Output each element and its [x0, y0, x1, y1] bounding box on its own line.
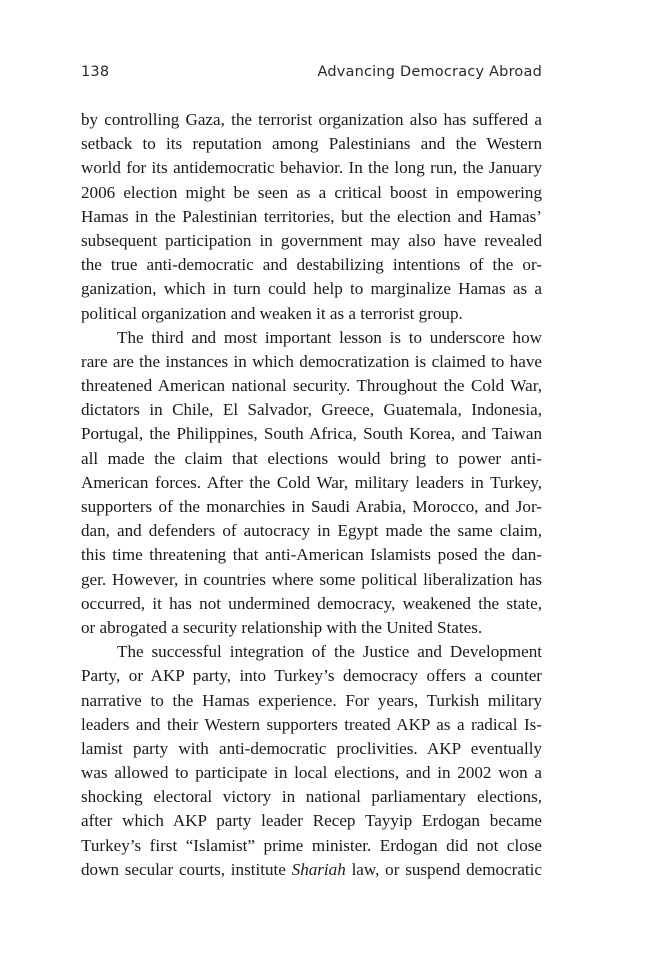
text-line: ganization, which in turn could help to marginalize Hamas as a [81, 279, 542, 299]
text-line: or abrogated a security relationship with the United States. [81, 617, 483, 637]
text-line: shocking electoral victory in national parliamentary elections, [81, 787, 542, 807]
text-run: down secular courts, institute [81, 859, 292, 879]
text-line: Portugal, the Philippines, South Africa, South Korea, and Taiwan [81, 424, 542, 444]
text-line: supporters of the monarchies in Saudi Arabia, Morocco, and Jor- [81, 497, 542, 516]
text-line: 2006 election might be seen as a critical boost in empowering [81, 182, 542, 202]
text-line: The successful integration of the Justice and Development [117, 642, 542, 662]
text-line: Party, or AKP party, into Turkey’s democracy offers a counter [81, 666, 542, 686]
paragraph-3 [81, 640, 542, 882]
text-line: American forces. After the Cold War, military leaders in Turkey, [81, 472, 542, 492]
text-line: dictators in Chile, El Salvador, Greece, Guatemala, Indonesia, [81, 400, 542, 420]
page-number: 138 [81, 64, 110, 80]
text-line: narrative to the Hamas experience. For years, Turkish military [81, 690, 542, 710]
text-line: threatened American national security. Throughout the Cold War, [81, 376, 542, 396]
text-line: by controlling Gaza, the terrorist organization also has suffered a [81, 110, 542, 129]
text-run: law, or suspend democratic [345, 859, 542, 879]
running-header [81, 64, 542, 86]
text-line: Turkey’s first “Islamist” prime minister. Erdogan did not close [81, 835, 542, 855]
text-line-final [81, 858, 542, 882]
text-line: setback to its reputation among Palestinians and the Western [81, 134, 542, 154]
text-line: after which AKP party leader Recep Tayyip Erdogan became [81, 811, 542, 831]
running-title: Advancing Democracy Abroad [317, 64, 542, 80]
paragraph-1 [81, 108, 542, 326]
italic-term: Shariah [291, 859, 346, 879]
body-text [81, 108, 542, 882]
text-line: rare are the instances in which democratization is claimed to have [81, 351, 542, 371]
text-line: world for its antidemocratic behavior. In the long run, the January [81, 158, 542, 178]
text-line: the true anti-democratic and destabilizing intentions of the or- [81, 255, 542, 275]
text-line: all made the claim that elections would bring to power anti- [81, 448, 542, 468]
text-line: this time threatening that anti-American Islamists posed the dan- [81, 545, 542, 565]
text-line: The third and most important lesson is to underscore how [117, 327, 542, 347]
text-line: political organization and weaken it as a terrorist group. [81, 303, 463, 323]
text-line: was allowed to participate in local elections, and in 2002 won a [81, 763, 542, 783]
text-line: occurred, it has not undermined democracy, weakened the state, [81, 593, 542, 613]
text-line: leaders and their Western supporters treated AKP as a radical Is- [81, 714, 542, 734]
text-line: lamist party with anti-democratic proclivities. AKP eventually [81, 738, 542, 758]
text-line: subsequent participation in government may also have revealed [81, 230, 542, 250]
text-line: Hamas in the Palestinian territories, but the election and Hamas’ [81, 206, 542, 226]
text-line: dan, and defenders of autocracy in Egypt made the same claim, [81, 521, 542, 541]
text-line: ger. However, in countries where some political liberalization has [81, 569, 542, 589]
paragraph-2 [81, 326, 542, 640]
